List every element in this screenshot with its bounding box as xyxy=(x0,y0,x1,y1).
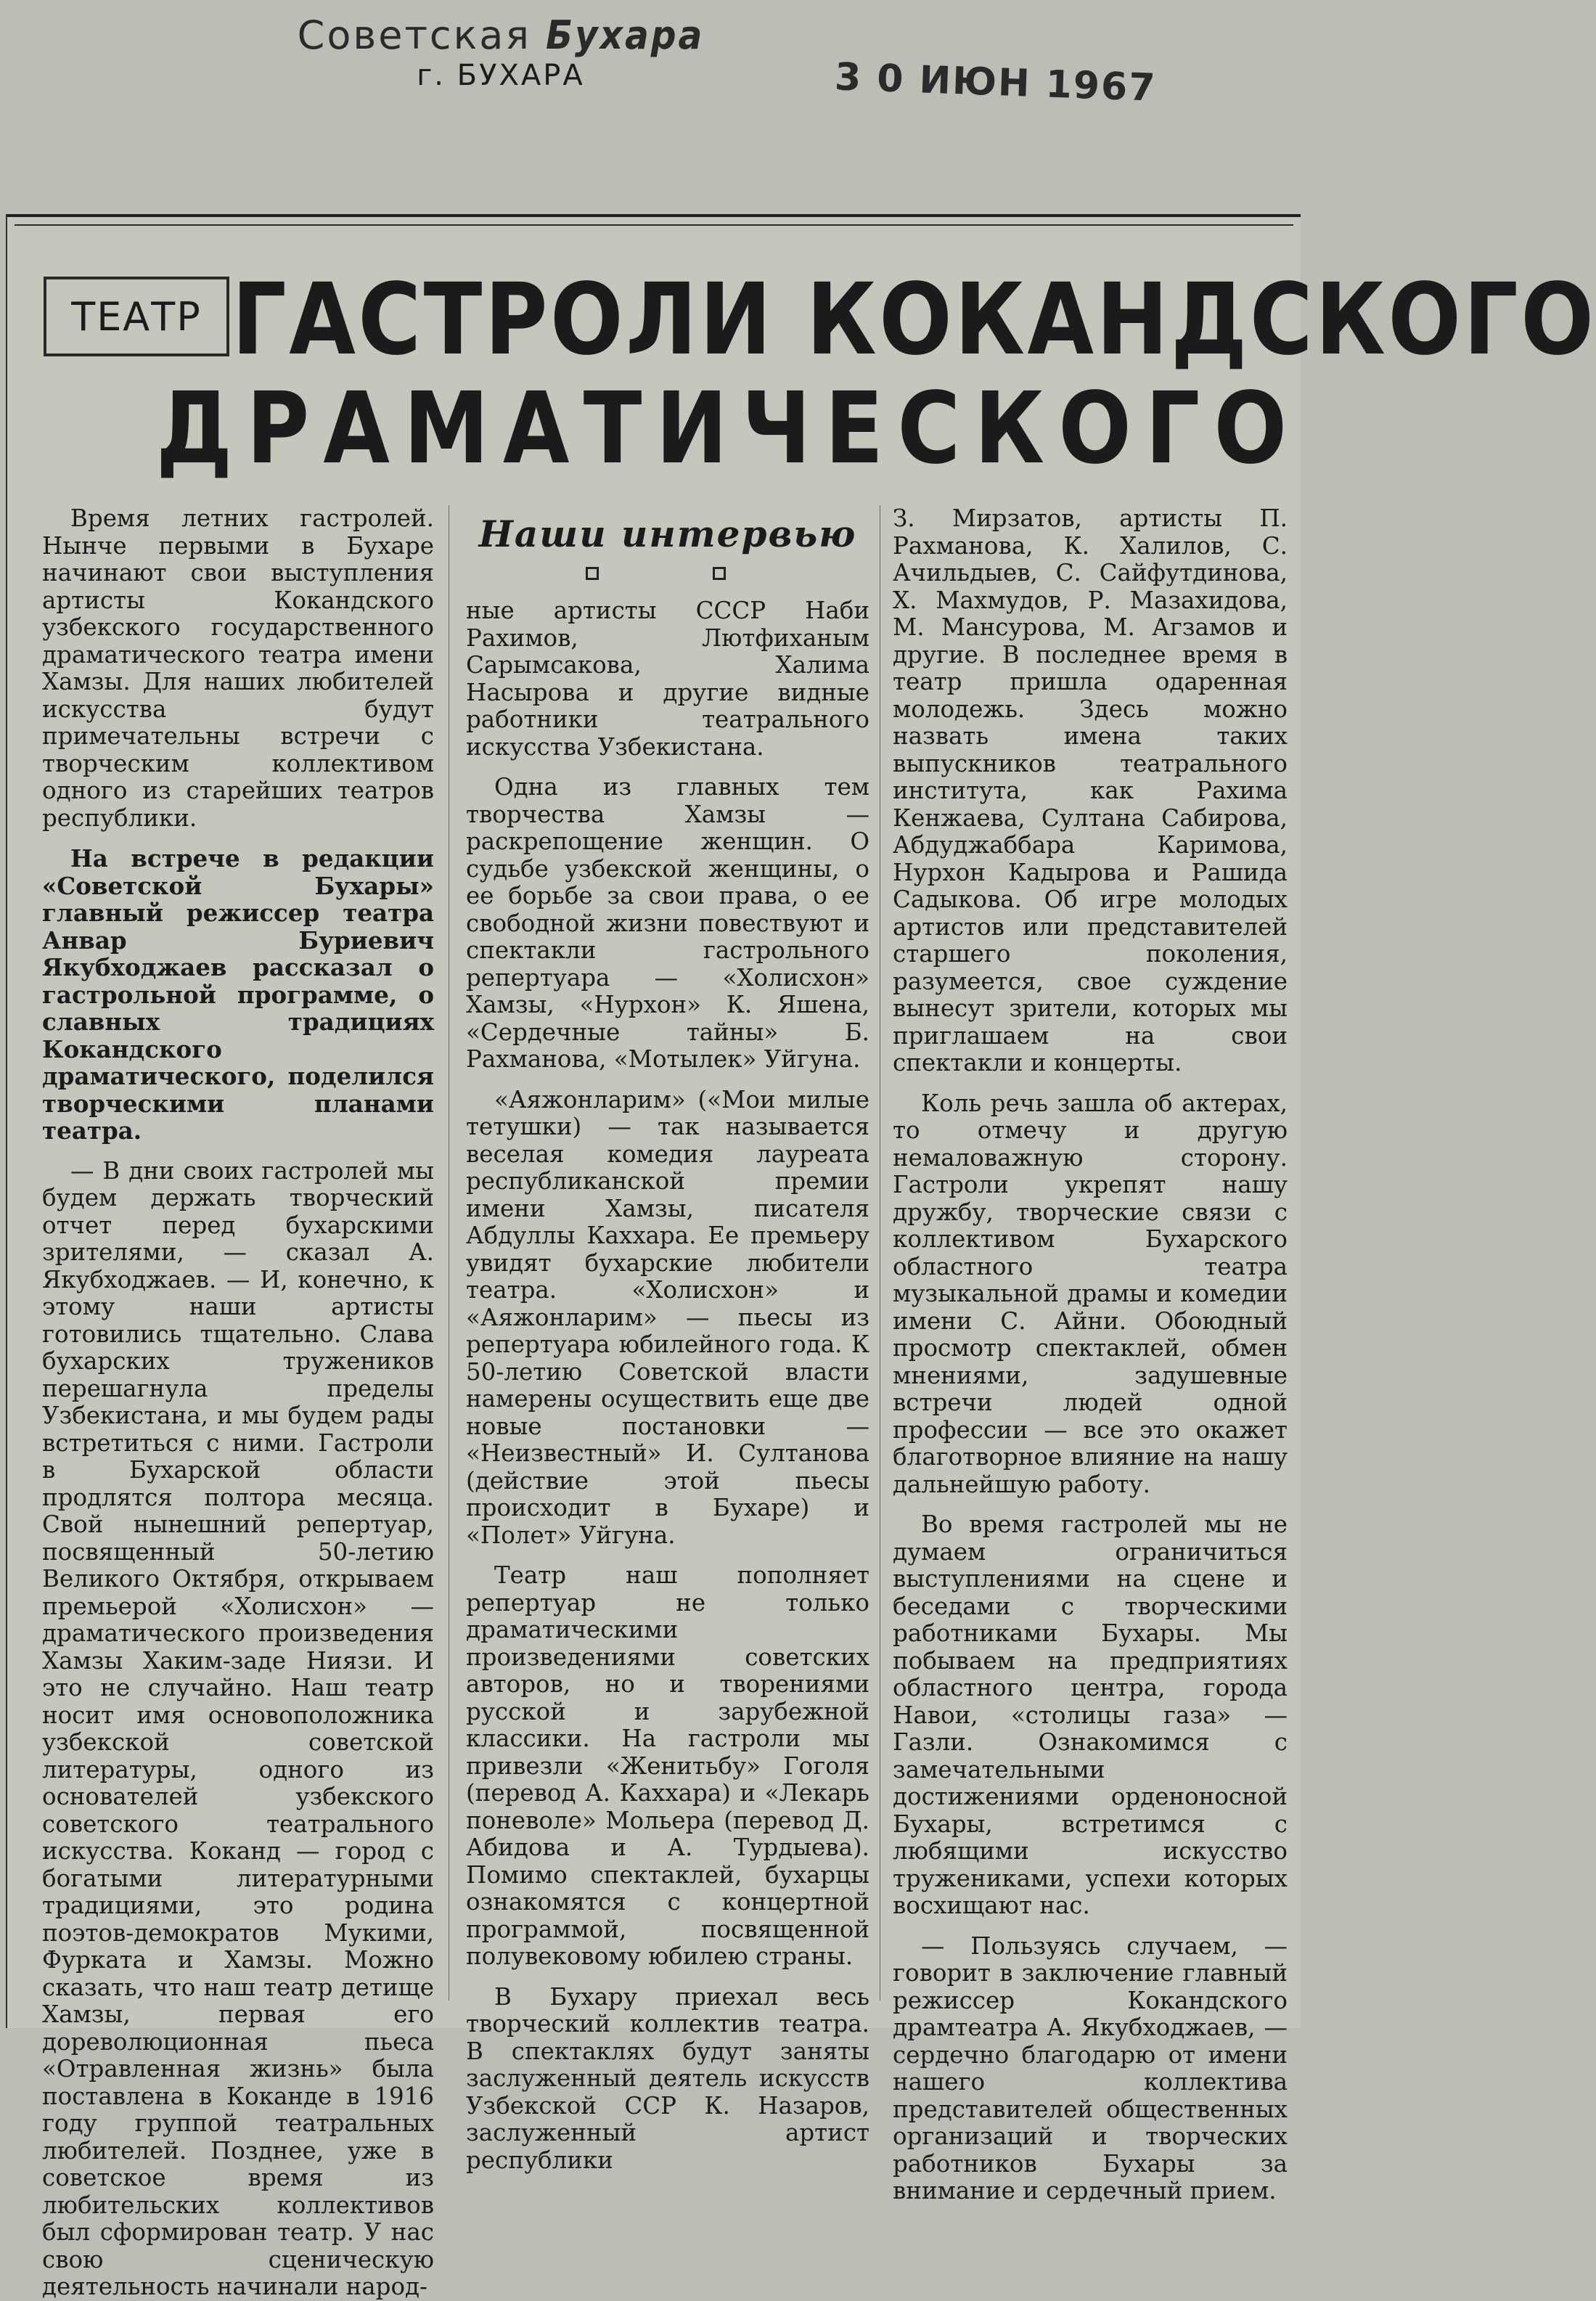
publication-stamp xyxy=(276,12,726,92)
article-column-2 xyxy=(466,597,869,2174)
paragraph: Время летних гастролей. Нынче первыми в Бухаре начинают свои выступления артисты Кокандского узбекского государственного драматического театра имени Хамзы. Для наших любителей искусства будут примечательны встречи с творческим коллективом одного из старейших театров республики. xyxy=(42,504,434,832)
date-stamp: 3 0 ИЮН 1967 xyxy=(834,55,1158,110)
paragraph: — Пользуясь случаем, — говорит в заключение главный режиссер Кокандского драмтеатра А. Якубходжаев, — сердечно благодарю от имени нашего коллектива представителей общественных организаций и творческих работников Бухары за внимание и сердечный прием. xyxy=(893,1932,1288,2204)
paragraph: Во время гастролей мы не думаем ограничиться выступлениями на сцене и беседами с творческими работниками Бухары. Мы побываем на предприятиях областного центра, города Навои, «столицы газа» — Газли. Ознакомимся с замечательными достижениями орденоносной Бухары, встретимся с любящими искусство тружениками, успехи которых восхищают нас. xyxy=(893,1511,1288,1919)
square-ornament-icon xyxy=(713,567,726,580)
paragraph: Коль речь зашла об актерах, то отмечу и другую немаловажную сторону. Гастроли укрепят нашу дружбу, творческие связи с коллективом Бухарского областного театра музыкальной драмы и комедии имени С. Айни. Обоюдный просмотр спектаклей, обмен мнениями, задушевные встречи людей одной профессии — все это окажет благотворное влияние на нашу дальнейшую работу. xyxy=(893,1089,1288,1498)
paragraph: З. Мирзатов, артисты П. Рахманова, К. Халилов, С. Ачильдыев, С. Сайфутдинова, Х. Махмудов, Р. Мазахидова, М. Мансурова, М. Агзамов и другие. В последнее время в театр пришла одаренная молодежь. Здесь можно назвать имена таких выпускников театрального института, как Рахима Кенжаева, Султана Сабирова, Абдуджаббара Каримова, Нурхон Кадырова и Рашида Садыкова. Об игре молодых артистов или представителей старшего поколения, разумеется, свое суждение вынесут зрители, которых мы приглашаем на свои спектакли и концерты. xyxy=(893,504,1288,1076)
section-subhead: Наши интервью xyxy=(478,512,857,555)
paragraph: ные артисты СССР Наби Рахимов, Лютфиханым Сарымсакова, Халима Насырова и другие видные работники театрального искусства Узбекистана. xyxy=(466,597,869,761)
paragraph: Театр наш пополняет репертуар не только драматическими произведениями советских авторов, но и творениями русской и зарубежной классики. На гастроли мы привезли «Женитьбу» Гоголя (перевод А. Каххара) и «Лекарь поневоле» Мольера (перевод Д. Абидова и А. Турдыева). Помимо спектаклей, бухарцы ознакомятся с концертной программой, посвященной полувековому юбилею страны. xyxy=(466,1561,869,1970)
paragraph: «Аяжонларим» («Мои милые тетушки) — так называется веселая комедия лауреата республиканской премии имени Хамзы, писателя Абдуллы Каххара. Ее премьеру увидят бухарские любители театра. «Холисхон» и «Аяжонларим» — пьесы из репертуара юбилейного года. К 50-летию Советской власти намерены осуществить еще две новые постановки — «Неизвестный» И. Султанова (действие этой пьесы происходит в Бухаре) и «Полет» Уйгуна. xyxy=(466,1085,869,1549)
headline-line-1: ГАСТРОЛИ КОКАНДСКОГО xyxy=(232,263,1596,377)
publication-city: г. БУХАРА xyxy=(417,59,585,92)
article-headline xyxy=(156,263,1596,486)
paragraph: В Бухару приехал весь творческий коллектив театра. В спектаклях будут заняты заслуженный деятель искусств Узбекской ССР К. Назаров, заслуженный артист республики xyxy=(466,1982,869,2174)
paragraph: Одна из главных тем творчества Хамзы — раскрепощение женщин. О судьбе узбекской женщины, о ее борьбе за свои права, о ее свободной жизни повествуют и спектакли гастрольного репертуара — «Холисхон» Хамзы, «Нурхон» К. Яшена, «Сердечные тайны» Б. Рахманова, «Мотылек» Уйгуна. xyxy=(466,773,869,1073)
publication-name: Советская xyxy=(297,12,531,58)
publication-name-handwritten: Бухара xyxy=(545,12,705,58)
paragraph: — В дни своих гастролей мы будем держать творческий отчет перед бухарскими зрителями, — сказал А. Якубходжаев. — И, конечно, к этому наши артисты готовились тщательно. Слава бухарских тружеников перешагнула пределы Узбекистана, и мы будем рады встретиться с ними. Гастроли в Бухарской области продлятся полтора месяца. Свой нынешний репертуар, посвященный 50-летию Великого Октября, открываем премьерой «Холисхон» — драматического произведения Хамзы Хаким-заде Ниязи. И это не случайно. Наш театр носит имя основоположника узбекской советской литературы, одного из основателей узбекского советского театрального искусства. Коканд — город с богатыми литературными традициями, это родина поэтов-демократов Мукими, Фурката и Хамзы. Можно сказать, что наш театр детище Хамзы, первая его дореволюционная пьеса «Отравленная жизнь» была поставлена в Коканде в 1916 году группой театральных любителей. Позднее, уже в советское время из любительских коллективов был сформирован театр. У нас свою сценическую деятельность начинали народ- xyxy=(42,1156,434,2300)
article-column-1 xyxy=(42,505,434,2301)
lead-paragraph: На встрече в редакции «Советской Бухары» главный режиссер театра Анвар Буриевич Якубходжаев рассказал о гастрольной программе, о славных традициях Кокандского драматического, поделился творческими планами театра. xyxy=(42,844,434,1145)
rubric-box: ТЕАТР xyxy=(44,277,229,356)
headline-line-2: ДРАМАТИЧЕСКОГО xyxy=(156,372,1301,486)
square-ornament-icon xyxy=(586,567,599,580)
article-column-3 xyxy=(893,505,1288,2205)
newspaper-clipping xyxy=(6,214,1596,2300)
